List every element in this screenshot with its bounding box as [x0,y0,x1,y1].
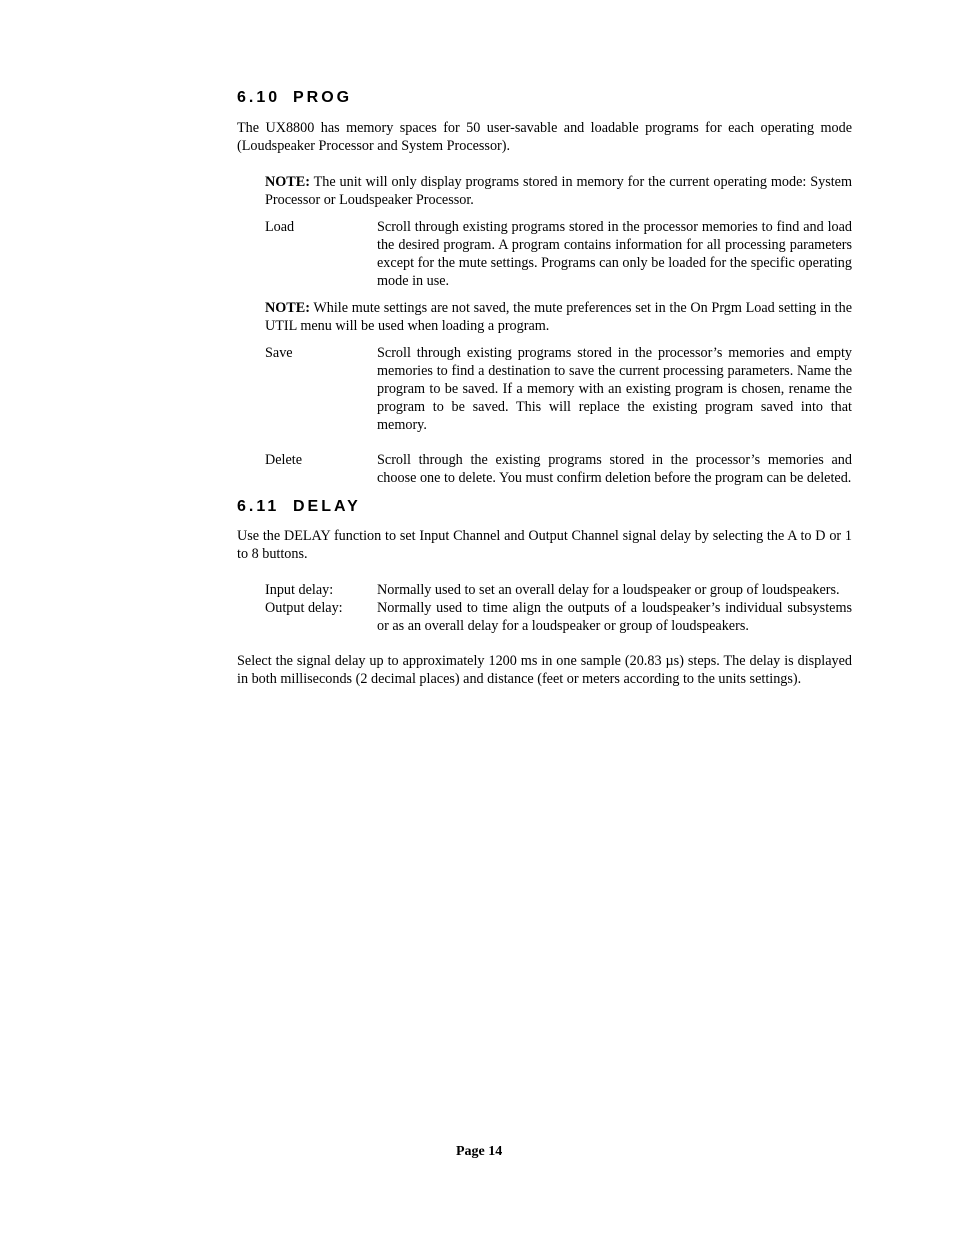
section-number: 6.11 [237,498,280,515]
definition-term: Load [265,219,295,235]
delay-intro-paragraph: Use the DELAY function to set Input Channel and Output Channel signal delay by selecting the A to D or 1 to 8 buttons. [237,528,852,562]
definition-save [265,344,852,434]
note-text: The unit will only display programs stored in memory for the current operating mode: System Processor or Loudspeaker Processor. [265,174,852,208]
definition-delete [265,451,852,487]
definition-description: Scroll through existing programs stored in the processor’s memories and empty memories to find a destination to save the current processing parameters. Name the program to be saved. If a memory with an existing program is chosen, rename the program to be saved. This will replace the existing program saved into that memory. [377,345,852,433]
definition-description: Scroll through existing programs stored in the processor memories to find and load the desired program. A program contains information for all processing parameters except for the mute settings. Programs can only be loaded for the specific operating mode in use. [377,219,852,289]
definition-term: Input delay: [265,582,334,598]
note-label: NOTE: [265,174,310,190]
section-title: PROG [293,89,353,106]
section-number: 6.10 [237,89,281,106]
prog-intro-paragraph: The UX8800 has memory spaces for 50 user-savable and loadable programs for each operating mode (Loudspeaker Processor and System Processor). [237,120,852,154]
section-heading-delay [237,497,361,517]
definition-description: Normally used to time align the outputs of a loudspeaker’s individual subsystems or as an overall delay for a loudspeaker or group of loudspeakers. [377,600,852,634]
prog-note-2 [265,299,852,335]
definition-term: Output delay: [265,600,343,616]
definition-description: Scroll through the existing programs stored in the processor’s memories and choose one to delete. You must confirm deletion before the program can be deleted. [377,452,852,486]
note-label: NOTE: [265,300,310,316]
section-title: DELAY [293,498,361,515]
definition-load [265,218,852,290]
note-text: While mute settings are not saved, the mute preferences set in the On Prgm Load setting in the UTIL menu will be used when loading a program. [265,300,852,334]
section-heading-prog [237,88,352,108]
definition-term: Delete [265,452,303,468]
page-number: Page 14 [456,1144,503,1159]
definition-description: Normally used to set an overall delay for a loudspeaker or group of loudspeakers. [377,582,840,598]
definition-output-delay [265,599,852,635]
definition-term: Save [265,345,293,361]
delay-closing-paragraph: Select the signal delay up to approximately 1200 ms in one sample (20.83 µs) steps. The delay is displayed in both milliseconds (2 decimal places) and distance (feet or meters according to the units settings). [237,653,852,687]
prog-note-1 [265,173,852,209]
definition-input-delay [265,581,852,599]
